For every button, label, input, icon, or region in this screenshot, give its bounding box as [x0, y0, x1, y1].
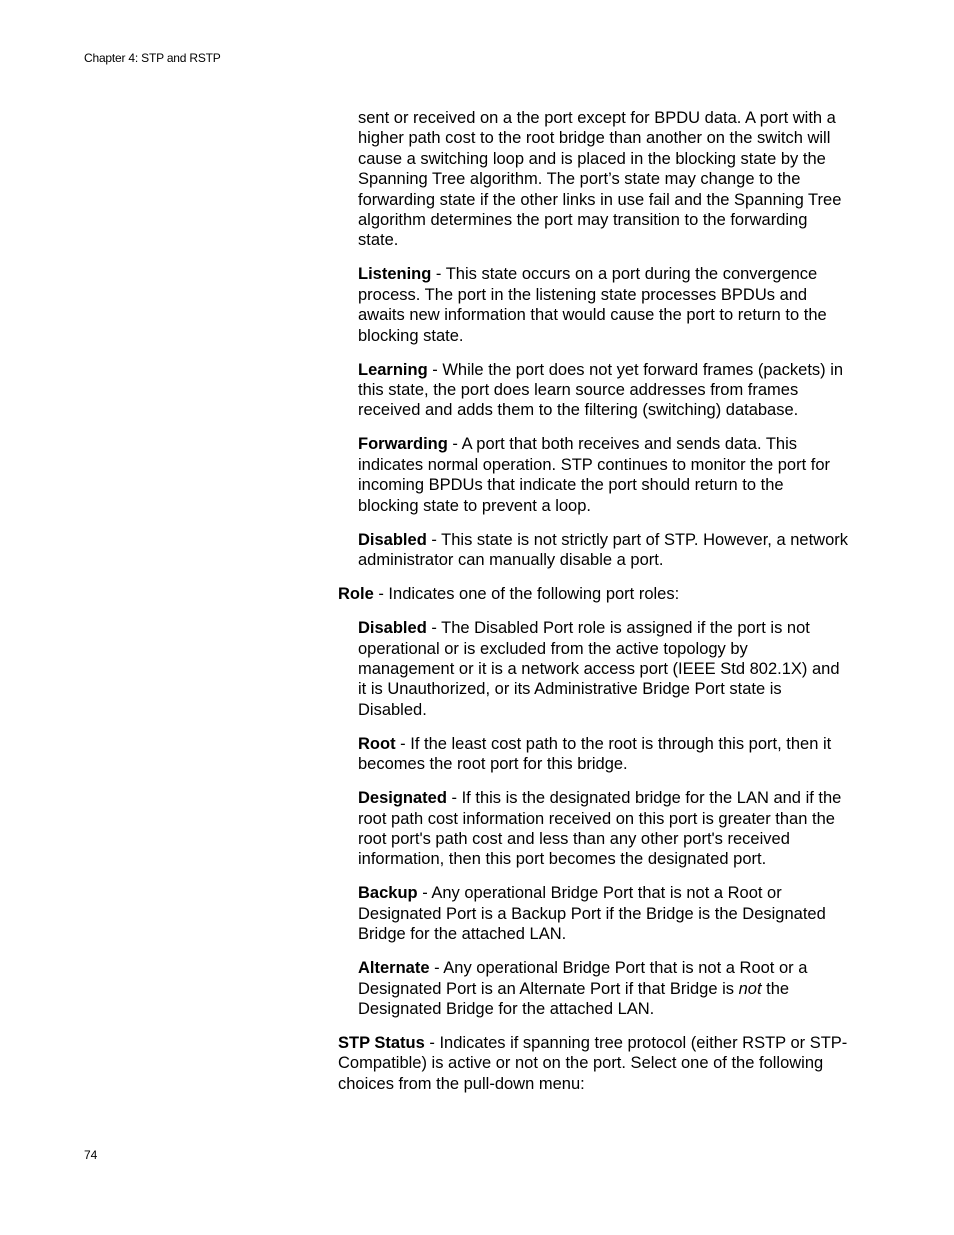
role-paragraph: [338, 584, 848, 604]
role-disabled-paragraph: [358, 618, 848, 720]
state-disabled-text: - This state is not strictly part of STP. However, a network administrator can manually disable a port.: [358, 530, 848, 570]
role-alternate-paragraph: [358, 958, 848, 1019]
role-alternate-text-after: the Designated Bridge for the attached LAN.: [358, 979, 790, 1018]
role-backup-term: Backup: [358, 884, 418, 903]
state-forwarding-term: Forwarding: [358, 435, 448, 454]
page-number: 74: [84, 1148, 98, 1162]
role-disabled-text: - The Disabled Port role is assigned if the port is not operational or is excluded from the active topology by management or it is a network access port (IEEE Std 802.1X) and it is Unauthorized, or its Administrative Bridge Port state is Disabled.: [358, 619, 840, 719]
state-forwarding-text: - A port that both receives and sends data. This indicates normal operation. STP continues to monitor the port for incoming BPDUs that indicate the port should return to the blocking state to prevent a loop.: [358, 435, 831, 515]
role-root-term: Root: [358, 734, 396, 753]
role-designated-paragraph: [358, 788, 848, 870]
role-alternate-emphasis: not: [738, 979, 762, 998]
role-designated-text: - If this is the designated bridge for the LAN and if the root path cost information received on this port is greater than the root port's path cost and less than any other port's received information, then this port becomes the designated port.: [358, 789, 842, 869]
role-alternate-term: Alternate: [358, 959, 430, 978]
state-listening-term: Listening: [358, 265, 432, 284]
role-backup-paragraph: [358, 883, 848, 944]
role-term: Role: [338, 585, 374, 604]
role-alternate-text-before: - Any operational Bridge Port that is not a Root or a Designated Port is an Alternate Port if that Bridge is: [358, 959, 808, 998]
role-text: - Indicates one of the following port roles:: [373, 585, 680, 604]
role-designated-term: Designated: [358, 789, 447, 808]
role-backup-text: - Any operational Bridge Port that is not a Root or Designated Port is a Backup Port if the Bridge is the Designated Bridge for the attached LAN.: [358, 884, 826, 944]
stp-status-term: STP Status: [338, 1033, 425, 1052]
stp-status-paragraph: [338, 1033, 848, 1094]
state-learning-paragraph: [358, 360, 848, 421]
state-learning-term: Learning: [358, 360, 428, 379]
role-root-text: - If the least cost path to the root is through this port, then it becomes the root port for this bridge.: [358, 734, 832, 774]
state-listening-paragraph: [358, 264, 848, 346]
state-forwarding-paragraph: [358, 434, 848, 516]
page-body: [338, 108, 848, 1108]
state-intro-paragraph: sent or received on a the port except for BPDU data. A port with a higher path cost to the root bridge than another on the switch will cause a switching loop and is placed in the blocking state by the Spanning Tree algorithm. The port’s state may change to the forwarding state if the other links in use fail and the Spanning Tree algorithm determines the port may transition to the forwarding state.: [358, 109, 842, 250]
role-disabled-term: Disabled: [358, 619, 427, 638]
running-header: Chapter 4: STP and RSTP: [84, 51, 221, 65]
state-disabled-term: Disabled: [358, 530, 427, 549]
state-disabled-paragraph: [358, 530, 848, 571]
stp-status-text: - Indicates if spanning tree protocol (either RSTP or STP-Compatible) is active or not on the port. Select one of the following choices from the pull-down menu:: [338, 1033, 848, 1093]
role-root-paragraph: [358, 734, 848, 775]
state-learning-text: - While the port does not yet forward frames (packets) in this state, the port does learn source addresses from frames received and adds them to the filtering (switching) database.: [358, 360, 844, 420]
state-listening-text: - This state occurs on a port during the convergence process. The port in the listening state processes BPDUs and awaits new information that would cause the port to return to the blocking state.: [358, 265, 827, 345]
